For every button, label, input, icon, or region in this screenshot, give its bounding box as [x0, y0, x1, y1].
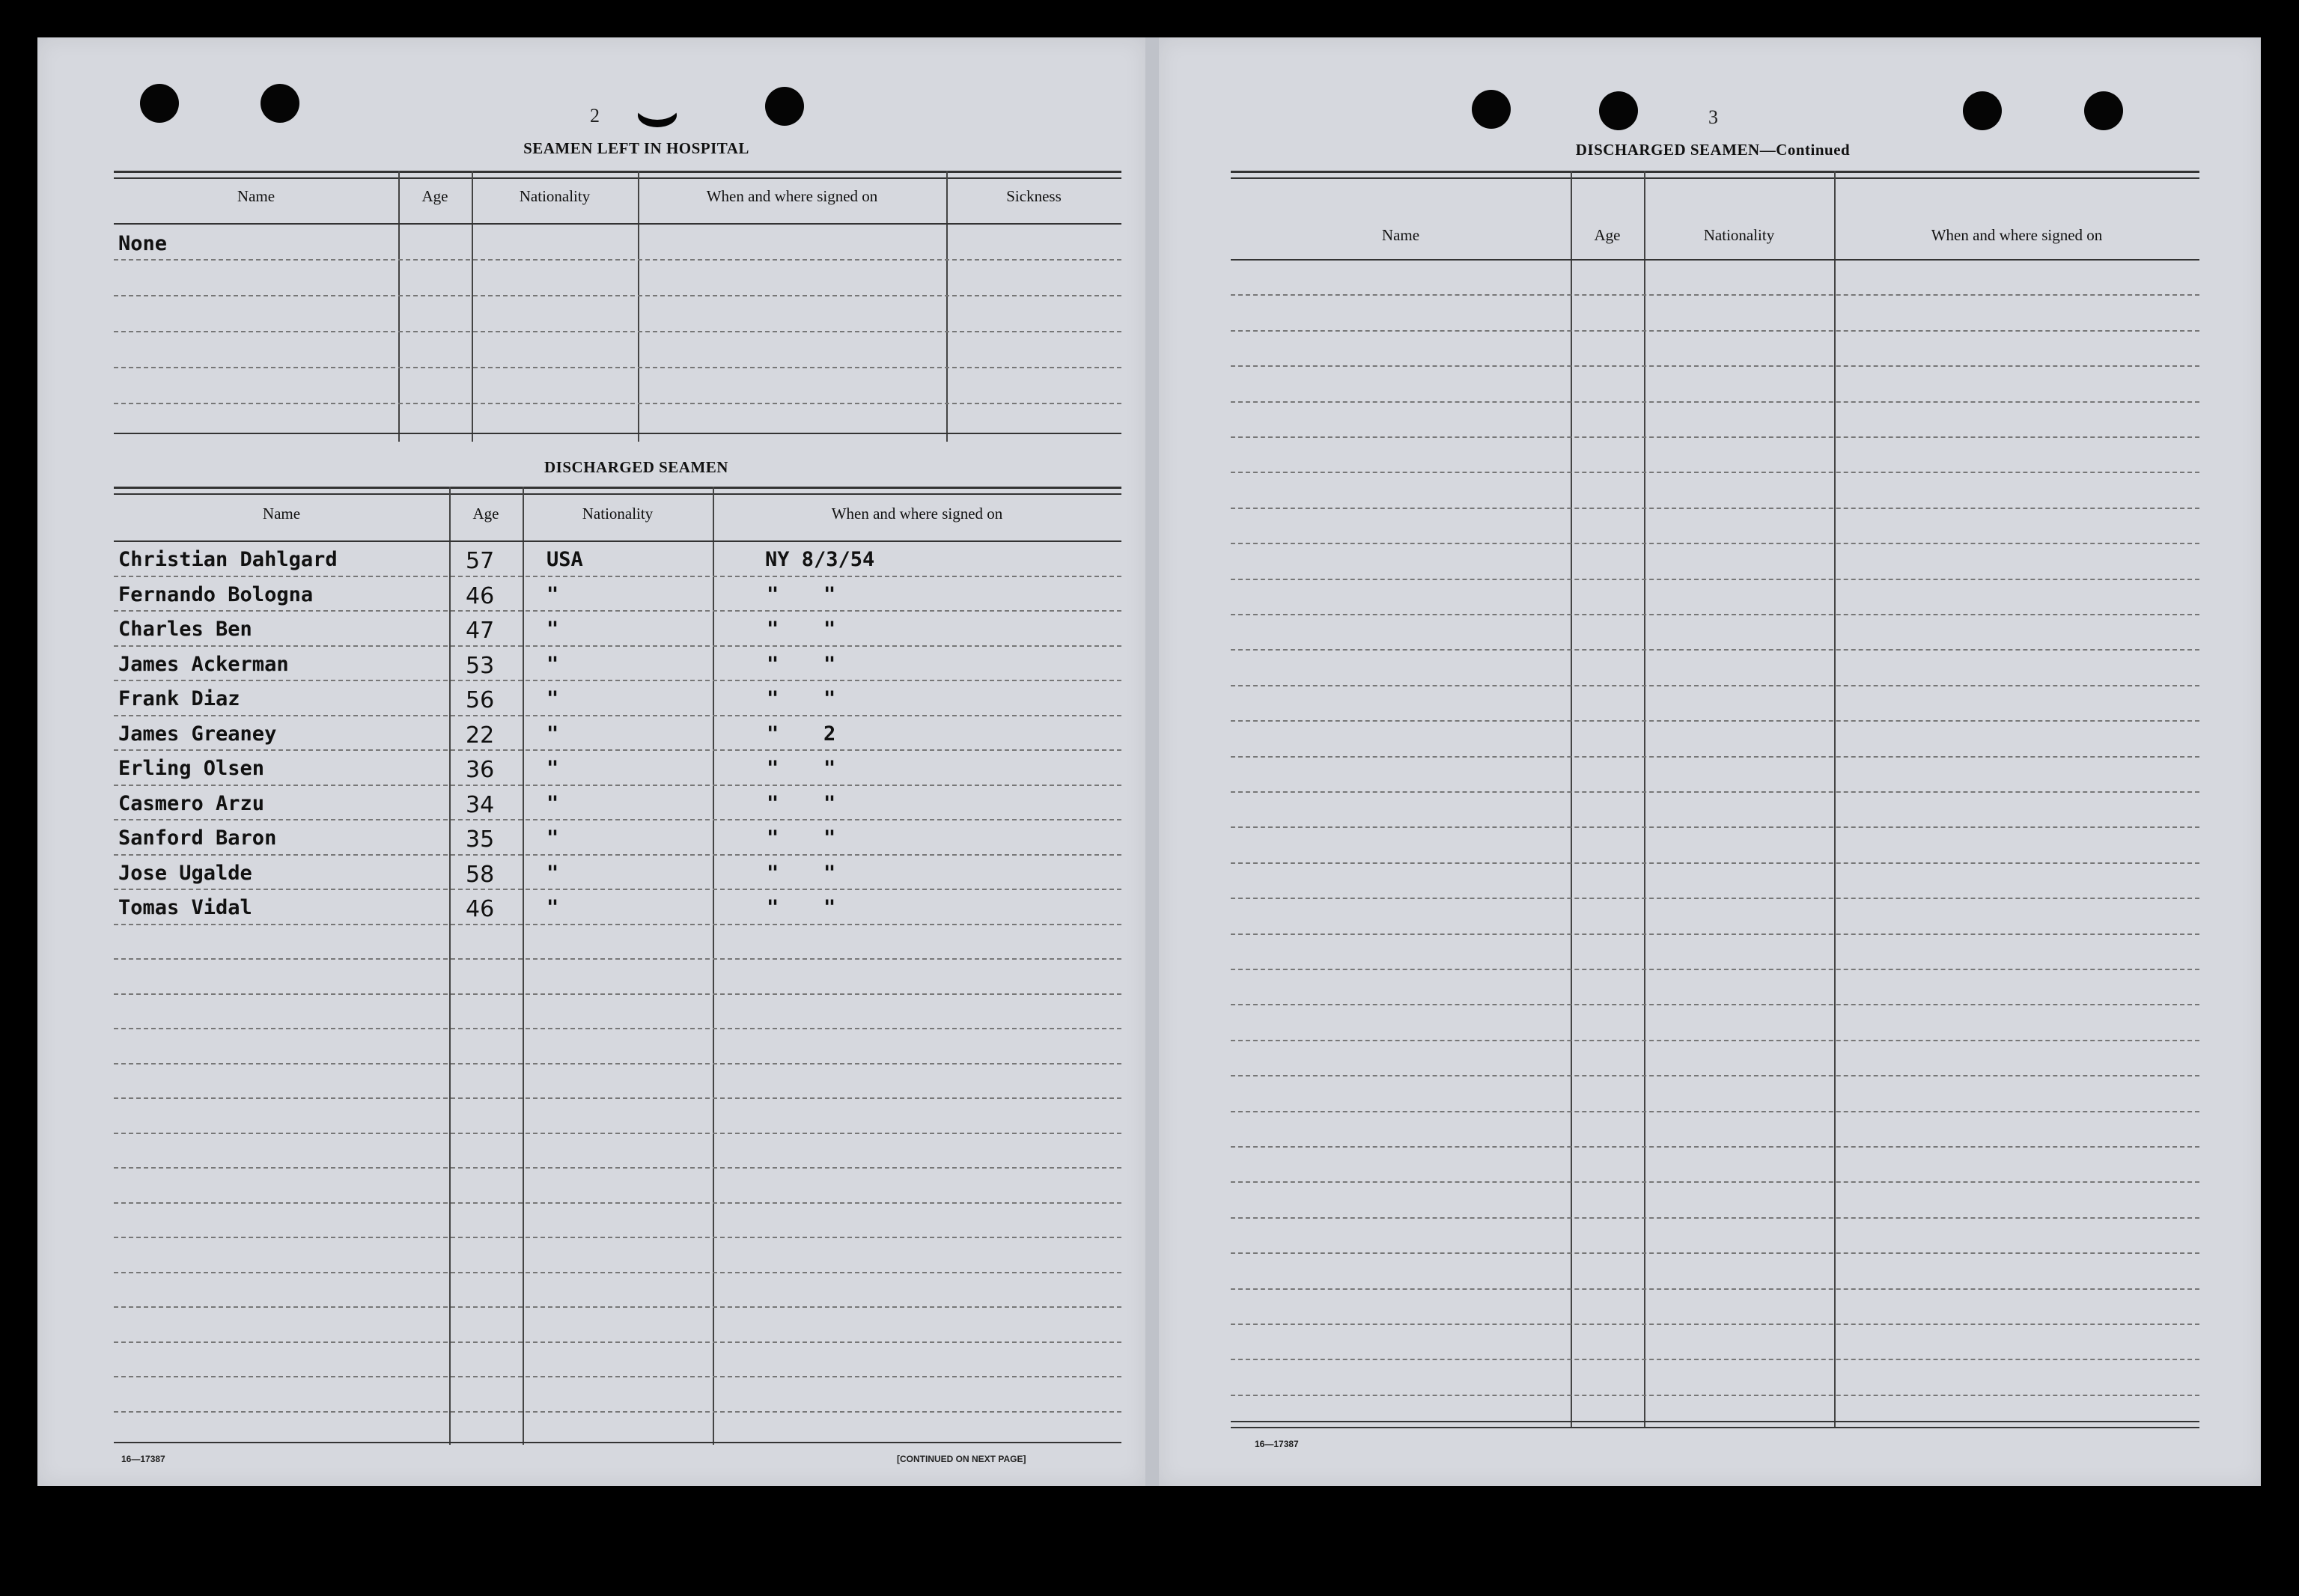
discharged-table — [114, 487, 1121, 1445]
seaman-name: Frank Diaz — [118, 687, 240, 710]
signed-on-place-date: " — [767, 652, 779, 676]
table-row — [114, 583, 1121, 618]
table-row — [114, 722, 1121, 758]
seaman-age: 22 — [466, 722, 495, 749]
signed-on-ditto: " — [823, 618, 836, 641]
form-number: 16—17387 — [1255, 1439, 1299, 1449]
signed-on-place-date: " — [767, 618, 779, 641]
col-header-age: Age — [472, 505, 499, 523]
page-number: 3 — [1708, 106, 1718, 128]
col-header-signed-on: When and where signed on — [706, 187, 878, 205]
seaman-name: Jose Ugalde — [118, 861, 252, 885]
punch-hole — [765, 87, 804, 126]
table-row — [114, 862, 1121, 897]
signed-on-ditto: 2 — [823, 722, 836, 746]
col-header-signed-on: When and where signed on — [1931, 226, 2103, 244]
seaman-name: Casmero Arzu — [118, 791, 265, 815]
signed-on-place-date: " — [767, 896, 779, 919]
seaman-nationality: " — [546, 861, 559, 885]
signed-on-place-date: " — [767, 791, 779, 815]
seaman-age: 56 — [466, 687, 495, 713]
seaman-nationality: " — [546, 757, 559, 780]
hospital-table — [114, 171, 1121, 442]
continued-note: [CONTINUED ON NEXT PAGE] — [897, 1454, 1026, 1464]
seaman-nationality: " — [546, 896, 559, 919]
signed-on-ditto: " — [823, 896, 836, 919]
discharged-continued-title: DISCHARGED SEAMEN—Continued — [1575, 141, 1851, 159]
col-header-age: Age — [421, 187, 448, 205]
signed-on-ditto: " — [823, 826, 836, 850]
signed-on-place-date: " — [767, 722, 779, 746]
table-row — [114, 896, 1121, 931]
hospital-section-title: SEAMEN LEFT IN HOSPITAL — [523, 139, 749, 157]
page-gutter — [1145, 37, 1159, 1486]
punch-hole — [2084, 91, 2123, 130]
signed-on-ditto: " — [823, 652, 836, 676]
signed-on-place-date: " — [767, 582, 779, 606]
signed-on-ditto: " — [823, 582, 836, 606]
seaman-age: 46 — [466, 582, 495, 609]
signed-on-ditto: " — [823, 757, 836, 780]
col-header-sickness: Sickness — [1006, 187, 1062, 205]
col-header-name: Name — [237, 187, 275, 205]
signed-on-place-date: NY 8/3/54 — [765, 548, 875, 571]
signed-on-place-date: " — [767, 757, 779, 780]
seaman-nationality: " — [546, 687, 559, 710]
table-row — [114, 826, 1121, 862]
seaman-age: 47 — [466, 618, 495, 644]
seaman-age: 58 — [466, 861, 495, 888]
signed-on-ditto: " — [823, 791, 836, 815]
seaman-age: 57 — [466, 548, 495, 574]
hospital-row-name: None — [118, 232, 168, 255]
table-row — [114, 548, 1121, 583]
left-page — [37, 37, 1145, 1486]
form-number: 16—17387 — [121, 1454, 165, 1464]
signed-on-place-date: " — [767, 861, 779, 885]
col-header-nationality: Nationality — [519, 187, 591, 205]
discharged-section-title: DISCHARGED SEAMEN — [544, 458, 728, 476]
col-header-name: Name — [262, 505, 301, 523]
seaman-name: Tomas Vidal — [118, 896, 252, 919]
seaman-nationality: " — [546, 652, 559, 676]
discharged-continued-table — [1231, 171, 2199, 1428]
table-row — [114, 687, 1121, 722]
col-header-age: Age — [1594, 226, 1621, 244]
page-number: 2 — [590, 105, 600, 127]
signed-on-ditto: " — [823, 861, 836, 885]
signed-on-place-date: " — [767, 687, 779, 710]
punch-hole — [261, 84, 299, 123]
seaman-age: 36 — [466, 757, 495, 783]
seaman-age: 34 — [466, 791, 495, 818]
seaman-age: 35 — [466, 826, 495, 853]
col-header-signed-on: When and where signed on — [831, 505, 1003, 523]
table-row — [114, 757, 1121, 792]
seaman-nationality: " — [546, 791, 559, 815]
punch-hole — [1472, 90, 1511, 129]
table-row — [114, 792, 1121, 827]
seaman-nationality: " — [546, 618, 559, 641]
seaman-nationality: " — [546, 722, 559, 746]
col-header-nationality: Nationality — [1703, 226, 1775, 244]
seaman-name: Christian Dahlgard — [118, 548, 338, 571]
punch-hole — [1599, 91, 1638, 130]
seaman-name: Erling Olsen — [118, 757, 265, 780]
punch-hole-partial — [635, 90, 680, 120]
right-page — [1159, 37, 2261, 1486]
seaman-name: James Greaney — [118, 722, 277, 746]
table-row — [114, 618, 1121, 653]
seaman-name: James Ackerman — [118, 652, 289, 676]
seaman-age: 53 — [466, 652, 495, 679]
seaman-nationality: " — [546, 826, 559, 850]
seaman-nationality: " — [546, 582, 559, 606]
seaman-age: 46 — [466, 896, 495, 922]
col-header-nationality: Nationality — [582, 505, 654, 523]
punch-hole — [1963, 91, 2002, 130]
seaman-name: Fernando Bologna — [118, 582, 314, 606]
seaman-name: Sanford Baron — [118, 826, 277, 850]
punch-hole — [140, 84, 179, 123]
seaman-nationality: USA — [546, 548, 583, 571]
seaman-name: Charles Ben — [118, 618, 252, 641]
signed-on-ditto: " — [823, 687, 836, 710]
table-row — [114, 653, 1121, 688]
signed-on-place-date: " — [767, 826, 779, 850]
col-header-name: Name — [1381, 226, 1420, 244]
